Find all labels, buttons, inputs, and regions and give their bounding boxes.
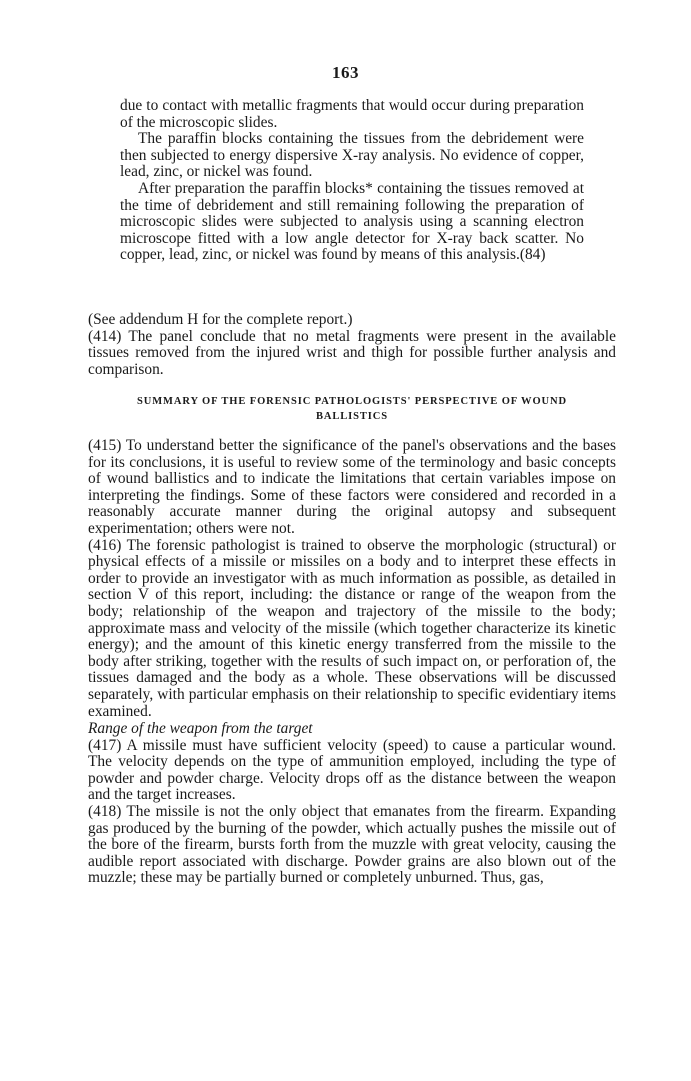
- conclusion-block: [88, 312, 616, 378]
- section-heading: SUMMARY OF THE FORENSIC PATHOLOGISTS' PERSPECTIVE OF WOUND BALLISTICS: [137, 396, 567, 422]
- indented-paragraphs: [120, 98, 584, 264]
- paragraph-418: (418) The missile is not the only object that emanates from the firearm. Expanding gas produced by the burning of the powder, which actually pushes the missile out of the bore of the firearm, bursts forth from the muzzle with great velocity, causing the audible report associated with discharge. Powder grains are also blown out of the muzzle; these may be partially burned or completely unburned. Thus, gas,: [88, 803, 616, 887]
- paragraph-continuation: due to contact with metallic fragments that would occur during preparation of the microscopic slides.: [120, 97, 584, 131]
- paragraph-414: (414) The panel conclude that no metal fragments were present in the available tissues removed from the injured wrist and thigh for possible further analysis and comparison.: [88, 327, 616, 378]
- body-text: [88, 438, 616, 887]
- page-number: 163: [332, 63, 359, 82]
- addendum-note: (See addendum H for the complete report.): [88, 311, 353, 328]
- paragraph-xray-analysis: The paraffin blocks containing the tissues from the debridement were then subjected to energy dispersive X-ray analysis. No evidence of copper, lead, zinc, or nickel was found.: [120, 130, 584, 181]
- paragraph-415: (415) To understand better the significance of the panel's observations and the bases for its conclusions, it is useful to review some of the terminology and basic concepts of wound ballistics and to indicate the limitations that certain variables impose on interpreting the findings. Some of these factors were considered and recorded in a reasonably accurate manner during the original autopsy and subsequent experimentation; others were not.: [88, 437, 616, 537]
- paragraph-417: (417) A missile must have sufficient velocity (speed) to cause a particular wound. The velocity depends on the type of ammunition employed, including the type of powder and powder charge. Velocity drops off as the distance between the weapon and the target increases.: [88, 736, 616, 804]
- subheading-range: Range of the weapon from the target: [88, 720, 313, 738]
- paragraph-electron-microscope: After preparation the paraffin blocks* containing the tissues removed at the time of debridement and still remaining following the preparation of microscopic slides were subjected to analysis using a scanning electron microscope fitted with a low angle detector for X-ray back scatter. No copper, lead, zinc, or nickel was found by means of this analysis.(84): [120, 179, 584, 264]
- paragraph-416: (416) The forensic pathologist is trained to observe the morphologic (structural) or physical effects of a missile or missiles on a body and to interpret these effects in order to provide an investigator with as much information as possible, as detailed in section V of this report, including: the distance or range of the weapon from the body; relationship of the weapon and trajectory of the missile to the body; approximate mass and velocity of the missile (which together characterize its kinetic energy); and the amount of this kinetic energy transferred from the missile to the body after striking, together with the results of such impact on, or perforation of, the tissues damaged and the body as a whole. These observations will be discussed separately, with particular emphasis on their relationship to specific evidentiary items examined.: [88, 536, 616, 720]
